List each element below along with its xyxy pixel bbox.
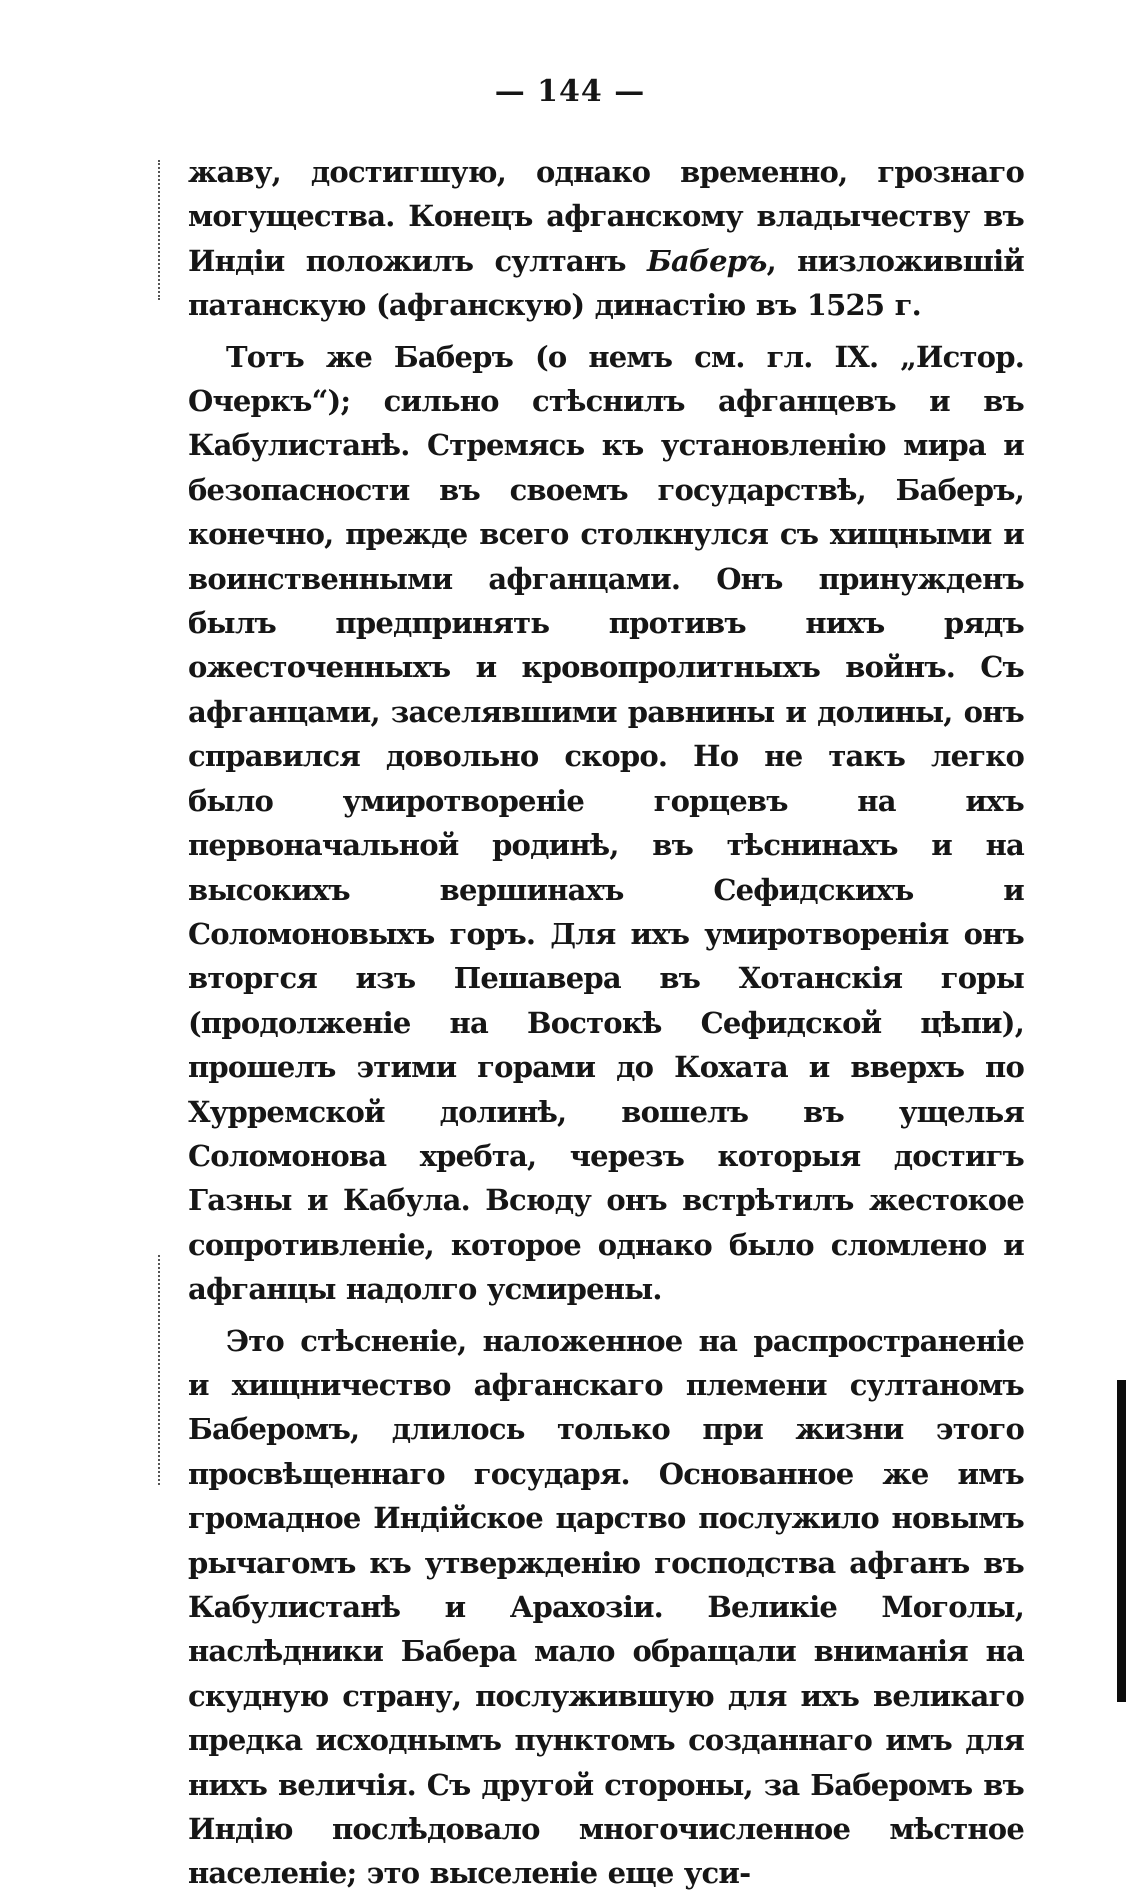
page-number: — 144 — [494, 74, 646, 109]
body-text [188, 150, 1024, 1903]
paragraph-text: , низложившій патанскую (афганскую) династію въ 1525 г. [188, 243, 1024, 323]
paragraph: Тотъ же Баберъ (о немъ см. гл. IX. „Истор. Очеркъ“); сильно стѣснилъ афганцевъ и въ Кабулистанѣ. Стремясь къ установленію мира и безопасности въ своемъ государствѣ, Баберъ, конечно, прежде всего столкнулся съ хищными и воинственными афганцами. Онъ принужденъ былъ предпринять противъ нихъ рядъ ожесточенныхъ и кровопролитныхъ войнъ. Съ афганцами, заселявшими равнины и долины, онъ справился довольно скоро. Но не такъ легко было умиротвореніе горцевъ на ихъ первоначальной родинѣ, въ тѣснинахъ и на высокихъ вершинахъ Сефидскихъ и Соломоновыхъ горъ. Для ихъ умиротворенія онъ вторгся изъ Пешавера въ Хотанскія горы (продолженіе на Востокѣ Сефидской цѣпи), прошелъ этими горами до Кохата и вверхъ по Хурремской долинѣ, вошелъ въ ущелья Соломонова хребта, черезъ которыя достигъ Газны и Кабула. Всюду онъ встрѣтилъ жестокое сопротивленіе, которое однако было сломлено и афганцы надолго усмирены. [188, 339, 1024, 1307]
margin-annotation-marks [158, 1255, 166, 1485]
paragraph-text: жаву, достигшую, однако временно, грознаго могущества. Конецъ афганскому владычеству въ Индіи положилъ султанъ [188, 155, 1024, 278]
paragraph: Это стѣсненіе, наложенное на распространеніе и хищничество афганскаго племени султаномъ Баберомъ, длилось только при жизни этого просвѣщеннаго государя. Основанное же имъ громадное Индійское царство послужило новымъ рычагомъ къ утвержденію господства афганъ въ Кабулистанѣ и Арахозіи. Великіе Моголы, наслѣдники Бабера мало обращали вниманія на скудную страну, послужившую для ихъ великаго предка исходнымъ пунктомъ созданнаго имъ для нихъ величія. Съ другой стороны, за Баберомъ въ Индію послѣдовало многочисленное мѣстное населеніе; это выселеніе еще уси- [188, 1323, 1024, 1891]
margin-annotation-marks [158, 160, 166, 300]
page-edge-shadow [1117, 1380, 1126, 1702]
emphasized-name: Баберъ [647, 243, 767, 278]
paragraph-continued [188, 150, 1024, 328]
